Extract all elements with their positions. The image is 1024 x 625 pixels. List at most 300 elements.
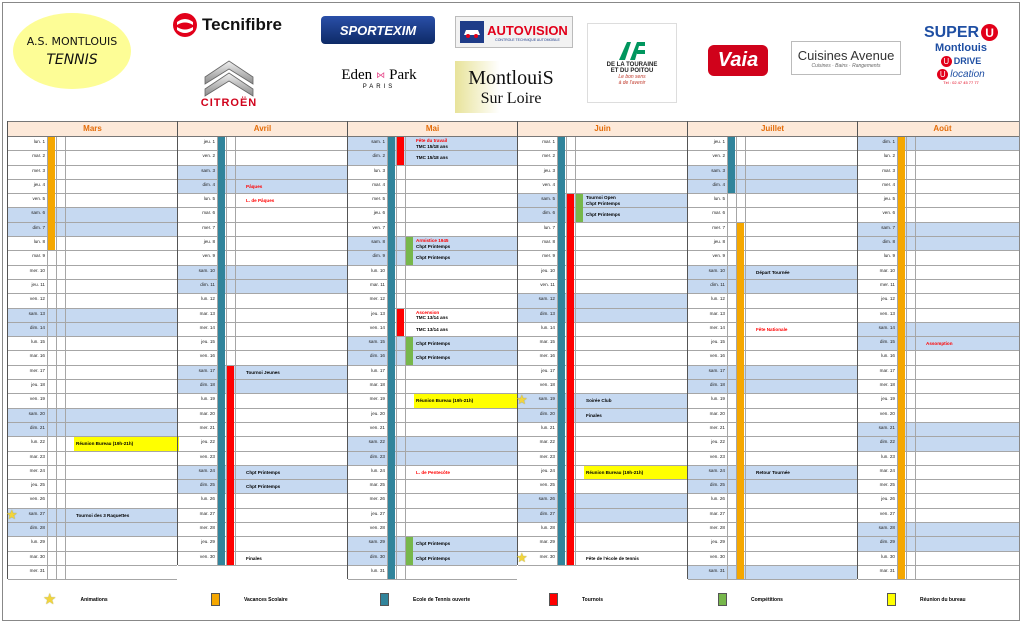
superu-line2: Montlouis	[935, 41, 987, 54]
day-label	[348, 482, 385, 487]
day-number: 19	[549, 396, 555, 402]
day-label	[8, 425, 45, 430]
autovision-text: AUTOVISION	[487, 22, 568, 38]
day-name: dim.	[539, 510, 549, 516]
marker-column	[226, 223, 235, 236]
marker-column	[405, 366, 414, 379]
day-name: sam.	[541, 196, 552, 202]
marker-column	[727, 552, 736, 565]
marker-column	[56, 366, 65, 379]
day-name: mar.	[542, 239, 552, 245]
day-number: 27	[719, 510, 725, 516]
marker-column	[566, 151, 575, 164]
day-number: 21	[719, 424, 725, 430]
day-name: dim.	[369, 553, 379, 559]
day-row	[8, 309, 177, 323]
marker-column	[396, 552, 405, 565]
day-name: dim.	[29, 525, 39, 531]
day-row	[688, 151, 857, 165]
day-row	[178, 194, 347, 208]
day-name: lun.	[881, 453, 889, 459]
day-label	[858, 368, 895, 373]
marker-column	[736, 208, 745, 221]
marker-column	[906, 309, 915, 322]
day-name: sam.	[708, 267, 719, 273]
day-name: jeu.	[373, 210, 382, 216]
day-name: sam.	[708, 567, 719, 573]
day-label	[348, 239, 385, 244]
month-header: Juin	[518, 121, 687, 137]
day-row	[348, 337, 517, 351]
marker-column	[745, 251, 754, 264]
day-row	[688, 523, 857, 537]
event-text: Chpt Printemps	[416, 243, 451, 249]
day-row	[858, 337, 1020, 351]
month-header: Avril	[178, 121, 347, 137]
day-number: 7	[42, 224, 45, 230]
day-row	[518, 237, 687, 251]
marker-column	[65, 437, 74, 450]
day-name: jeu.	[881, 496, 889, 502]
day-number: 17	[889, 367, 895, 373]
marker-column	[745, 523, 754, 536]
day-row	[348, 180, 517, 194]
marker-column	[915, 294, 924, 307]
legend-item	[718, 593, 783, 606]
marker-column	[226, 280, 235, 293]
day-number: 3	[892, 167, 895, 173]
day-number: 4	[722, 181, 725, 187]
marker-column	[56, 509, 65, 522]
marker-column	[396, 566, 405, 579]
day-label	[8, 482, 45, 487]
day-name: mar.	[370, 281, 379, 287]
day-name: mer.	[29, 567, 39, 573]
day-label	[178, 439, 215, 444]
ca-line2: ET DU POITOU	[610, 68, 654, 74]
day-name: jeu.	[371, 510, 379, 516]
day-number: 18	[39, 382, 45, 388]
day-number: 5	[892, 196, 895, 202]
marker-column	[56, 409, 65, 422]
day-number: 5	[42, 196, 45, 202]
tecnifibre-text: Tecnifibre	[202, 15, 282, 34]
event-text: Armistice 1945	[416, 238, 449, 244]
day-row	[518, 423, 687, 437]
legend-swatch	[718, 593, 727, 606]
marker-column	[235, 409, 244, 422]
day-row	[8, 223, 177, 237]
day-number: 21	[209, 424, 215, 430]
day-number: 10	[379, 267, 385, 273]
day-name: sam.	[368, 539, 379, 545]
day-number: 15	[549, 339, 555, 345]
marker-column	[906, 394, 915, 407]
marker-column	[405, 309, 414, 322]
legend-label: Tournois	[582, 596, 604, 603]
day-row	[858, 566, 1020, 580]
day-label	[348, 168, 385, 173]
marker-column	[235, 208, 244, 221]
location-icon: U	[937, 69, 948, 80]
day-number: 3	[382, 167, 385, 173]
event-cell	[74, 437, 179, 450]
day-label	[518, 168, 555, 173]
day-label	[858, 554, 895, 559]
day-label	[8, 353, 45, 358]
day-row	[8, 266, 177, 280]
day-label	[688, 153, 725, 158]
day-number: 27	[549, 510, 555, 516]
marker-column	[396, 194, 405, 207]
day-name: sam.	[28, 310, 39, 316]
day-name: jeu.	[31, 281, 39, 287]
period-bar	[567, 194, 574, 565]
logo-autovision	[455, 16, 573, 48]
marker-column	[396, 366, 405, 379]
day-label	[688, 182, 725, 187]
day-row	[858, 366, 1020, 380]
marker-column	[226, 166, 235, 179]
marker-column	[65, 423, 74, 436]
marker-column	[235, 166, 244, 179]
day-name: sam.	[878, 424, 889, 430]
day-label	[518, 382, 555, 387]
marker-column	[396, 251, 405, 264]
day-number: 29	[39, 539, 45, 545]
logo-vaia	[698, 40, 778, 80]
day-name: ven.	[712, 253, 722, 259]
marker-column	[915, 137, 924, 150]
marker-column	[575, 537, 584, 550]
day-label	[518, 468, 555, 473]
marker-column	[235, 151, 244, 164]
day-row	[348, 151, 517, 165]
marker-column	[226, 323, 235, 336]
marker-column	[405, 266, 414, 279]
marker-column	[235, 294, 244, 307]
day-name: mer.	[542, 253, 552, 259]
marker-column	[396, 180, 405, 193]
day-number: 4	[892, 181, 895, 187]
marker-column	[47, 266, 56, 279]
marker-column	[727, 494, 736, 507]
day-row	[178, 494, 347, 508]
logo-montlouis-sur-loire	[455, 61, 567, 113]
day-label	[518, 196, 555, 201]
cuisines-line1: Cuisines Avenue	[797, 47, 895, 63]
day-row	[348, 309, 517, 323]
day-label	[8, 368, 45, 373]
logo-super-u	[908, 11, 1014, 97]
logo-citroen	[187, 53, 271, 113]
marker-column	[405, 437, 414, 450]
day-label	[178, 282, 215, 287]
day-row	[8, 180, 177, 194]
day-label	[8, 296, 45, 301]
marker-column	[65, 509, 74, 522]
day-label	[858, 182, 895, 187]
day-label	[8, 239, 45, 244]
day-row	[348, 566, 517, 580]
day-name: dim.	[29, 424, 39, 430]
day-label	[858, 454, 895, 459]
day-label	[858, 468, 895, 473]
day-label	[688, 468, 725, 473]
day-row	[688, 208, 857, 222]
marker-column	[575, 452, 584, 465]
day-label	[348, 539, 385, 544]
day-label	[348, 353, 385, 358]
marker-column	[745, 552, 754, 565]
day-row	[518, 180, 687, 194]
day-name: mer.	[199, 525, 209, 531]
day-number: 28	[719, 525, 725, 531]
day-row	[178, 394, 347, 408]
marker-column	[906, 266, 915, 279]
day-label	[178, 353, 215, 358]
day-row	[348, 137, 517, 151]
day-label	[8, 253, 45, 258]
event-text: Chpt Printemps	[416, 355, 451, 361]
event-cell	[584, 409, 689, 422]
day-number: 4	[212, 181, 215, 187]
marker-column	[745, 266, 754, 279]
day-name: dim.	[369, 453, 379, 459]
marker-column	[65, 251, 74, 264]
marker-column	[745, 294, 754, 307]
event-text: Réunion Bureau (19h-21h)	[76, 441, 134, 447]
day-name: lun.	[711, 396, 719, 402]
day-name: ven.	[29, 296, 39, 302]
marker-column	[235, 237, 244, 250]
day-label	[858, 296, 895, 301]
day-row	[688, 494, 857, 508]
event-cell	[414, 552, 518, 565]
day-label	[688, 368, 725, 373]
day-number: 15	[209, 339, 215, 345]
day-label	[178, 253, 215, 258]
marker-column	[235, 323, 244, 336]
marker-column	[575, 509, 584, 522]
day-name: lun.	[541, 324, 549, 330]
marker-column	[47, 552, 56, 565]
day-name: sam.	[198, 367, 209, 373]
marker-column	[47, 494, 56, 507]
marker-column	[405, 194, 414, 207]
logo-sportexim	[321, 16, 435, 44]
marker-column	[915, 251, 924, 264]
marker-column	[235, 266, 244, 279]
day-number: 16	[209, 353, 215, 359]
day-name: mer.	[32, 167, 42, 173]
day-row	[858, 294, 1020, 308]
marker-column	[906, 137, 915, 150]
citroen-text: CITROËN	[200, 97, 258, 109]
event-cell	[584, 552, 689, 565]
day-name: mar.	[539, 539, 549, 545]
day-label	[688, 282, 725, 287]
day-row	[858, 552, 1020, 566]
day-number: 23	[549, 453, 555, 459]
day-name: mar.	[539, 339, 549, 345]
day-row	[518, 480, 687, 494]
day-row	[348, 380, 517, 394]
day-number: 14	[209, 324, 215, 330]
month-juillet	[687, 121, 857, 579]
day-row	[858, 151, 1020, 165]
day-name: dim.	[199, 382, 209, 388]
marker-column	[575, 151, 584, 164]
marker-column	[745, 423, 754, 436]
day-name: mer.	[199, 424, 209, 430]
day-name: dim.	[709, 382, 719, 388]
day-label	[178, 511, 215, 516]
day-name: sam.	[711, 167, 722, 173]
day-label	[8, 153, 45, 158]
day-number: 30	[889, 553, 895, 559]
day-number: 26	[379, 496, 385, 502]
marker-column	[745, 208, 754, 221]
marker-column	[727, 366, 736, 379]
day-label	[518, 425, 555, 430]
marker-column	[915, 309, 924, 322]
marker-column	[65, 523, 74, 536]
day-number: 20	[209, 410, 215, 416]
day-label	[688, 196, 725, 201]
day-row	[178, 466, 347, 480]
day-name: ven.	[369, 324, 379, 330]
day-name: lun.	[33, 239, 42, 245]
day-row	[858, 166, 1020, 180]
day-number: 22	[889, 439, 895, 445]
day-name: jeu.	[713, 139, 722, 144]
day-number: 19	[39, 396, 45, 402]
day-name: lun.	[371, 467, 379, 473]
month-avril	[177, 121, 347, 565]
day-number: 9	[382, 253, 385, 259]
day-number: 9	[892, 253, 895, 259]
day-name: sam.	[28, 410, 39, 416]
marker-column	[235, 423, 244, 436]
marker-column	[47, 566, 56, 579]
logo-as-montlouis-tennis	[13, 13, 131, 89]
marker-column	[915, 208, 924, 221]
day-number: 24	[889, 467, 895, 473]
day-row	[688, 294, 857, 308]
day-number: 8	[552, 239, 555, 245]
day-number: 6	[382, 210, 385, 216]
day-number: 23	[39, 453, 45, 459]
marker-column	[727, 423, 736, 436]
marker-column	[56, 337, 65, 350]
marker-column	[65, 223, 74, 236]
day-number: 8	[892, 239, 895, 245]
day-number: 30	[719, 553, 725, 559]
marker-column	[56, 480, 65, 493]
marker-column	[226, 137, 235, 150]
day-name: ven.	[202, 253, 212, 259]
marker-column	[906, 366, 915, 379]
day-row	[858, 266, 1020, 280]
event-text: Chpt Printemps	[586, 212, 621, 218]
day-label	[348, 525, 385, 530]
marker-column	[47, 337, 56, 350]
marker-column	[727, 194, 736, 207]
event-cell	[584, 208, 689, 221]
day-row	[858, 480, 1020, 494]
day-label	[858, 396, 895, 401]
day-name: sam.	[878, 525, 889, 531]
day-label	[178, 368, 215, 373]
legend-label: Animations	[80, 597, 108, 603]
day-number: 29	[889, 539, 895, 545]
marker-column	[745, 309, 754, 322]
day-number: 15	[889, 339, 895, 345]
marker-column	[575, 309, 584, 322]
marker-column	[915, 466, 924, 479]
day-name: dim.	[32, 224, 42, 230]
marker-column	[906, 251, 915, 264]
period-bar	[406, 337, 413, 365]
day-row	[518, 494, 687, 508]
day-label	[688, 425, 725, 430]
marker-column	[906, 537, 915, 550]
day-number: 6	[722, 210, 725, 216]
event-text: Chpt Printemps	[246, 484, 281, 490]
day-number: 20	[889, 410, 895, 416]
day-label	[178, 468, 215, 473]
marker-column	[745, 337, 754, 350]
marker-column	[915, 351, 924, 364]
marker-column	[235, 351, 244, 364]
day-number: 13	[549, 310, 555, 316]
marker-column	[727, 337, 736, 350]
day-label	[518, 296, 555, 301]
day-row	[178, 366, 347, 380]
marker-column	[727, 437, 736, 450]
marker-column	[396, 452, 405, 465]
day-row	[688, 180, 857, 194]
day-name: lun.	[371, 567, 379, 573]
day-label	[348, 296, 385, 301]
day-name: jeu.	[541, 267, 549, 273]
logo-cuisines-avenue	[791, 41, 901, 75]
day-row	[518, 137, 687, 151]
event-text: Soirée Club	[586, 398, 612, 404]
day-name: lun.	[883, 253, 892, 259]
day-label	[858, 239, 895, 244]
day-label	[348, 196, 385, 201]
day-label	[8, 325, 45, 330]
day-label	[688, 511, 725, 516]
day-name: mar.	[369, 382, 379, 388]
day-number: 22	[209, 439, 215, 445]
day-number: 2	[382, 153, 385, 159]
marker-column	[226, 351, 235, 364]
marker-column	[235, 552, 244, 565]
marker-column	[47, 480, 56, 493]
day-label	[518, 511, 555, 516]
event-text: Finales	[246, 555, 262, 561]
day-name: ven.	[539, 382, 549, 388]
day-label	[688, 239, 725, 244]
day-label	[348, 554, 385, 559]
day-name: jeu.	[881, 396, 889, 402]
marker-column	[56, 394, 65, 407]
day-row	[178, 237, 347, 251]
marker-column	[47, 323, 56, 336]
